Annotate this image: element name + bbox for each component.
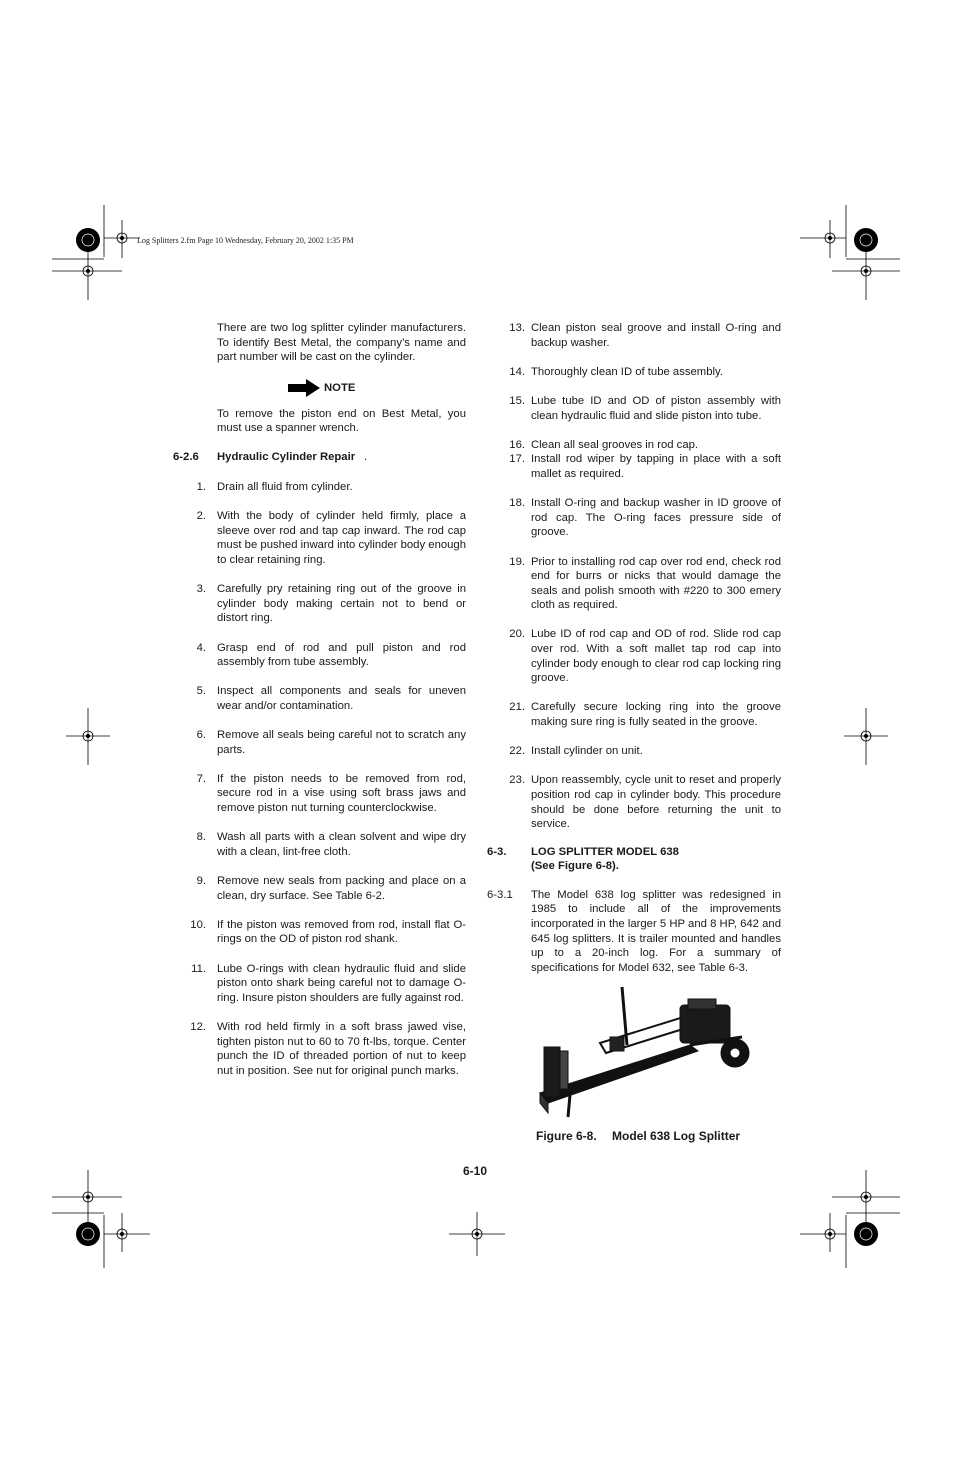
step-text: With the body of cylinder held firmly, place a sleeve over rod and tap cap inward. The rod cap must be pushed inward into cylinder body enough to clear retaining ring. [217, 510, 466, 566]
step-number: 16. [509, 438, 525, 451]
step-number: 12. [190, 1020, 206, 1033]
step-number: 17. [509, 453, 525, 466]
step-number: 18. [509, 497, 525, 510]
step-number: 1. [196, 480, 206, 493]
step-item [487, 700, 781, 729]
figure-caption [536, 1129, 740, 1143]
step-text: Clean all seal grooves in rod cap. [531, 438, 699, 451]
step-number: 2. [196, 510, 206, 523]
step-number: 21. [509, 701, 525, 714]
step-number: 6. [196, 729, 206, 742]
section-subtitle: (See Figure 6-8). [531, 860, 619, 873]
step-number: 14. [509, 365, 525, 378]
step-text: Grasp end of rod and pull piston and rod assembly from tube assembly. [217, 641, 466, 669]
step-item [173, 830, 466, 859]
step-item [487, 394, 781, 423]
step-number: 13. [509, 322, 525, 334]
section-number: 6-3. [487, 845, 507, 858]
step-item [173, 874, 466, 903]
step-text: Thoroughly clean ID of tube assembly. [531, 365, 723, 378]
step-item [173, 582, 466, 626]
left-step-list [173, 480, 466, 1078]
step-item [487, 627, 781, 685]
step-text: Carefully pry retaining ring out of the groove in cylinder body making certain not to bend or distort ring. [217, 583, 466, 625]
step-item [487, 438, 781, 453]
arrow-right-icon [288, 379, 320, 397]
step-text: Lube tube ID and OD of piston assembly with clean hydraulic fluid and slide piston into tube. [531, 394, 781, 422]
step-text: Drain all fluid from cylinder. [217, 480, 353, 493]
log-splitter-photo [530, 985, 760, 1125]
step-item [173, 728, 466, 757]
step-text: Prior to installing rod cap over rod end, check rod end for burrs or nicks that would damage the seals and polish smooth with #220 to 300 emery cloth as required. [531, 555, 781, 612]
step-item [487, 365, 781, 380]
step-text: With rod held firmly in a soft brass jawed vise, tighten piston nut to 60 to 70 ft-lbs, torque. Center punch the ID of threaded portion of nut to keep nut in position. See nut for original punch marks. [217, 1020, 466, 1077]
step-item [173, 641, 466, 670]
step-item [487, 452, 781, 481]
paragraph-text: The Model 638 log splitter was redesigned in 1985 to include all of the improvements incorporated in the larger 5 HP and 8 HP, 642 and 645 log splitters. It is trailer mounted and handles up to a 20-inch log. For a summary of specifications for Model 632, see Table 6-3. [531, 888, 781, 974]
section-heading-638 [487, 845, 781, 875]
step-number: 22. [509, 745, 525, 758]
note-callout [288, 379, 466, 399]
paragraph-6-3-1 [487, 888, 781, 976]
step-number: 20. [509, 628, 525, 641]
step-text: Lube ID of rod cap and OD of rod. Slide rod cap over rod. With a soft mallet tap rod cap into cylinder body enough to clear rod cap locking ring groove. [531, 628, 781, 685]
step-item [173, 509, 466, 567]
step-number: 9. [196, 875, 206, 887]
step-text: Clean piston seal groove and install O-ring and backup washer. [531, 322, 781, 349]
step-text: Upon reassembly, cycle unit to reset and properly position rod cap in cylinder body. This procedure should be done before returning the unit to service. [531, 774, 781, 831]
figure-label: Figure 6-8. [536, 1129, 597, 1143]
step-text: Inspect all components and seals for uneven wear and/or contamination. [217, 685, 466, 712]
left-column [173, 321, 466, 1078]
step-item [173, 918, 466, 947]
step-text: Lube O-rings with clean hydraulic fluid and slide piston onto shark being careful not to damage O-ring. Insure piston shoulders are fully against rod. [217, 962, 466, 1004]
step-text: Remove all seals being careful not to scratch any parts. [217, 729, 466, 756]
step-number: 4. [196, 641, 206, 654]
step-item [487, 555, 781, 613]
step-number: 10. [190, 918, 206, 931]
note-text: To remove the piston end on Best Metal, you must use a spanner wrench. [217, 407, 466, 435]
step-text: If the piston was removed from rod, install flat O-rings on the OD of piston rod shank. [217, 918, 466, 946]
step-item [487, 321, 781, 350]
step-text: Install cylinder on unit. [531, 745, 643, 758]
step-item [173, 480, 466, 495]
step-text: Remove new seals from packing and place on a clean, dry surface. See Table 6-2. [217, 875, 466, 902]
section-title: Hydraulic Cylinder Repair [217, 450, 356, 463]
step-item [173, 772, 466, 816]
page-number: 6-10 [463, 1164, 488, 1178]
step-text: Install rod wiper by tapping in place with a soft mallet as required. [531, 453, 781, 480]
step-number: 11. [191, 962, 206, 975]
right-column [487, 321, 781, 975]
step-item [487, 744, 781, 759]
intro-paragraph: There are two log splitter cylinder manufacturers. To identify Best Metal, the company’s name and part number will be cast on the cylinder. [217, 322, 466, 364]
figure-title: Model 638 Log Splitter [612, 1129, 741, 1143]
right-step-list [487, 321, 781, 832]
step-text: Install O-ring and backup washer in ID groove of rod cap. The O-ring faces pressure side of groove. [531, 497, 781, 539]
step-number: 23. [509, 774, 525, 787]
step-number: 5. [196, 685, 206, 698]
section-title: LOG SPLITTER MODEL 638 [531, 845, 679, 858]
step-item [173, 962, 466, 1006]
paragraph-number: 6-3.1 [487, 888, 513, 901]
step-text: Wash all parts with a clean solvent and wipe dry with a clean, lint-free cloth. [217, 831, 466, 858]
note-label: NOTE [324, 381, 356, 394]
step-number: 3. [196, 583, 206, 596]
section-number: 6-2.6 [173, 450, 199, 463]
step-text: If the piston needs to be removed from rod, secure rod in a vise using soft brass jaws and remove piston nut turning counterclockwise. [217, 772, 466, 815]
step-number: 7. [196, 772, 206, 785]
step-number: 15. [509, 394, 525, 407]
section-heading: 6-2.6 Hydraulic Cylinder Repair . [173, 450, 368, 463]
step-item [487, 496, 781, 540]
step-item [173, 684, 466, 713]
step-number: 8. [196, 831, 206, 844]
step-number: 19. [509, 555, 525, 568]
step-item [487, 773, 781, 831]
step-item [173, 1020, 466, 1078]
step-text: Carefully secure locking ring into the groove making sure ring is fully seated in the groove. [531, 701, 781, 729]
file-header: Log Splitters 2.fm Page 10 Wednesday, February 20, 2002 1:35 PM [137, 236, 354, 245]
